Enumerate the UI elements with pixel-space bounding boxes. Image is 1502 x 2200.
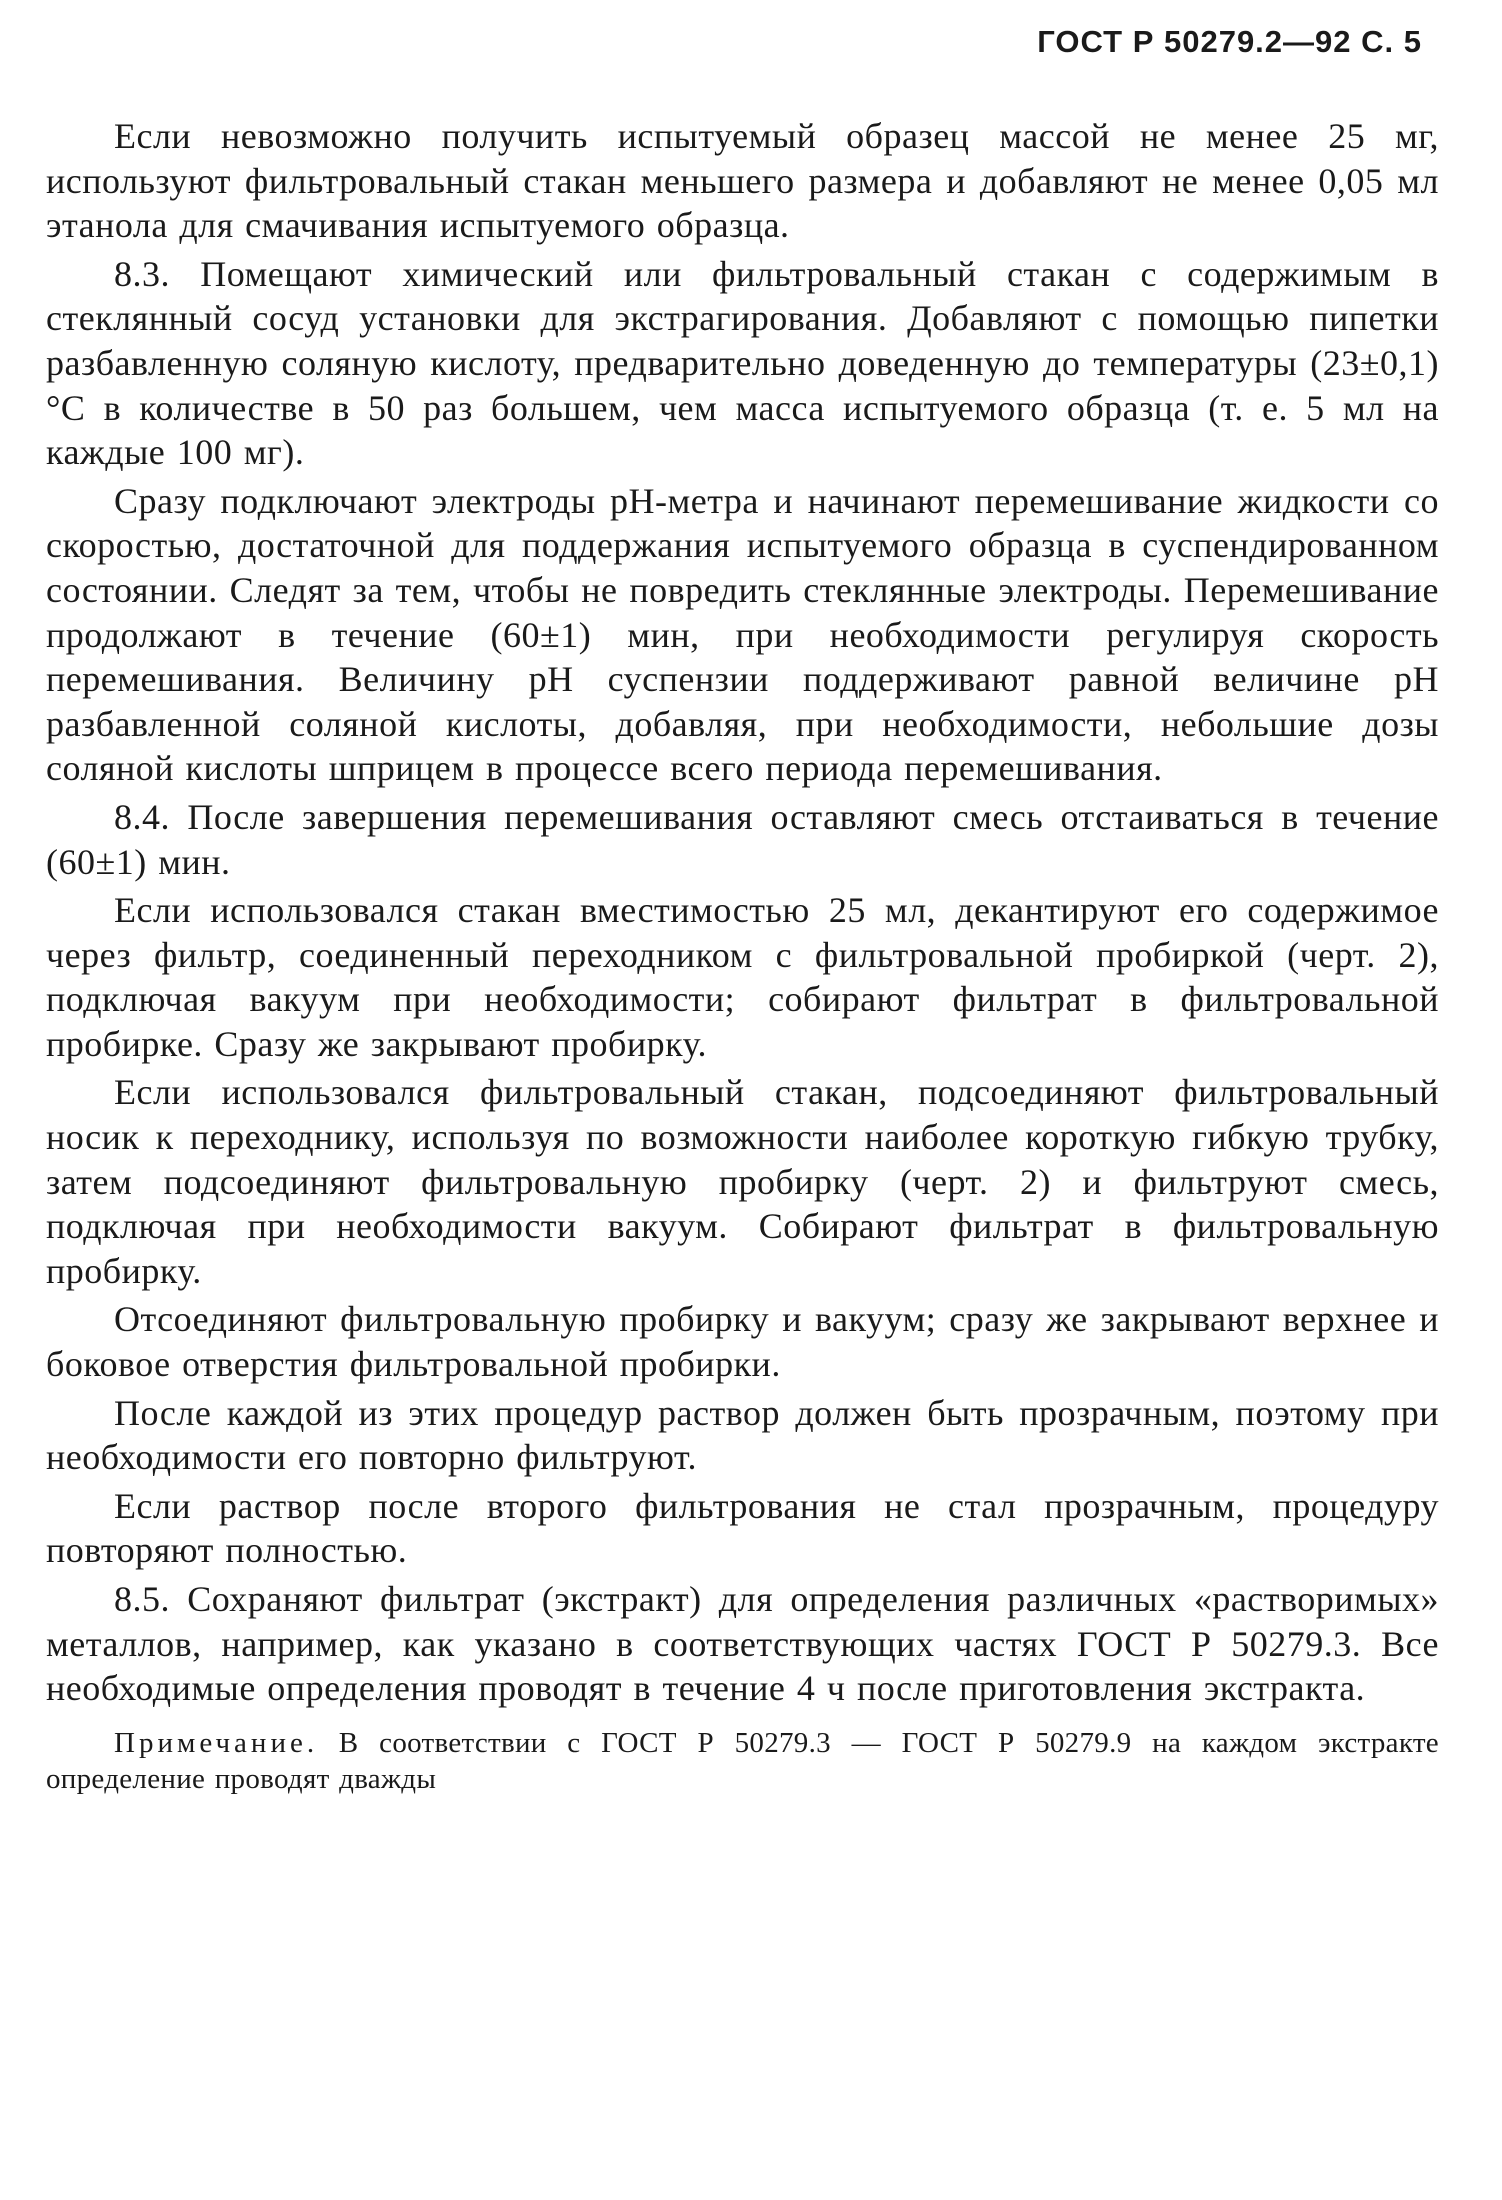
paragraph-8-5: 8.5. Сохраняют фильтрат (экстракт) для определения различных «растворимых» металлов, например, как указано в соответствующих частях ГОСТ Р 50279.3. Все необходимые определения проводят в течение 4 ч после приготовления экстракта. xyxy=(46,1579,1439,1709)
paragraph-8-3: 8.3. Помещают химический или фильтровальный стакан с содержимым в стеклянный сосуд установки для экстрагирования. Добавляют с помощью пипетки разбавленную соляную кислоту, предварительно доведенную до температуры (23±0,1)°С в количестве в 50 раз большем, чем масса испытуемого образца (т. е. 5 мл на каждые 100 мг). xyxy=(46,253,1439,473)
paragraph-disconnect: Отсоединяют фильтровальную пробирку и вакуум; сразу же закрывают верхнее и боковое отверстия фильтровальной пробирки. xyxy=(46,1299,1439,1385)
note xyxy=(46,1725,1439,1797)
paragraph-filter-cup: Если использовался фильтровальный стакан, подсоединяют фильтровальный носик к переходнику, используя по возможности наиболее короткую гибкую трубку, затем подсоединяют фильтровальную пробирку (черт. 2) и фильтруют смесь, подключая при необходимости вакуум. Собирают фильтрат в фильтровальную пробирку. xyxy=(46,1072,1439,1291)
document-body xyxy=(46,114,1439,1797)
running-header: ГОСТ Р 50279.2—92 С. 5 xyxy=(1037,24,1422,59)
paragraph-sample-size: Если невозможно получить испытуемый образец массой не менее 25 мг, используют фильтровальный стакан меньшего размера и добавляют не менее 0,05 мл этанола для смачивания испытуемого образца. xyxy=(46,116,1439,246)
note-text: В соответствии с ГОСТ Р 50279.3 — ГОСТ Р 50279.9 на каждом экстракте определение проводят дважды xyxy=(46,1726,1439,1795)
paragraph-8-4: 8.4. После завершения перемешивания оставляют смесь отстаиваться в течение (60±1) мин. xyxy=(46,796,1439,882)
paragraph-stirring: Сразу подключают электроды pH-метра и начинают перемешивание жидкости со скоростью, достаточной для поддержания испытуемого образца в суспендированном состоянии. Следят за тем, чтобы не повредить стеклянные электроды. Перемешивание продолжают в течение (60±1) мин, при необходимости регулируя скорость перемешивания. Величину pH суспензии поддерживают равной величине pH разбавленной соляной кислоты, добавляя, при необходимости, небольшие дозы соляной кислоты шприцем в процессе всего периода перемешивания. xyxy=(46,480,1439,789)
paragraph-repeat: Если раствор после второго фильтрования не стал прозрачным, процедуру повторяют полностью. xyxy=(46,1485,1439,1571)
paragraph-decanting: Если использовался стакан вместимостью 25 мл, декантируют его содержимое через фильтр, соединенный переходником с фильтровальной пробиркой (черт. 2), подключая вакуум при необходимости; собирают фильтрат в фильтровальной пробирке. Сразу же закрывают пробирку. xyxy=(46,890,1439,1064)
note-label: Примечание. xyxy=(114,1726,319,1759)
paragraph-clear-solution: После каждой из этих процедур раствор должен быть прозрачным, поэтому при необходимости его повторно фильтруют. xyxy=(46,1392,1439,1478)
